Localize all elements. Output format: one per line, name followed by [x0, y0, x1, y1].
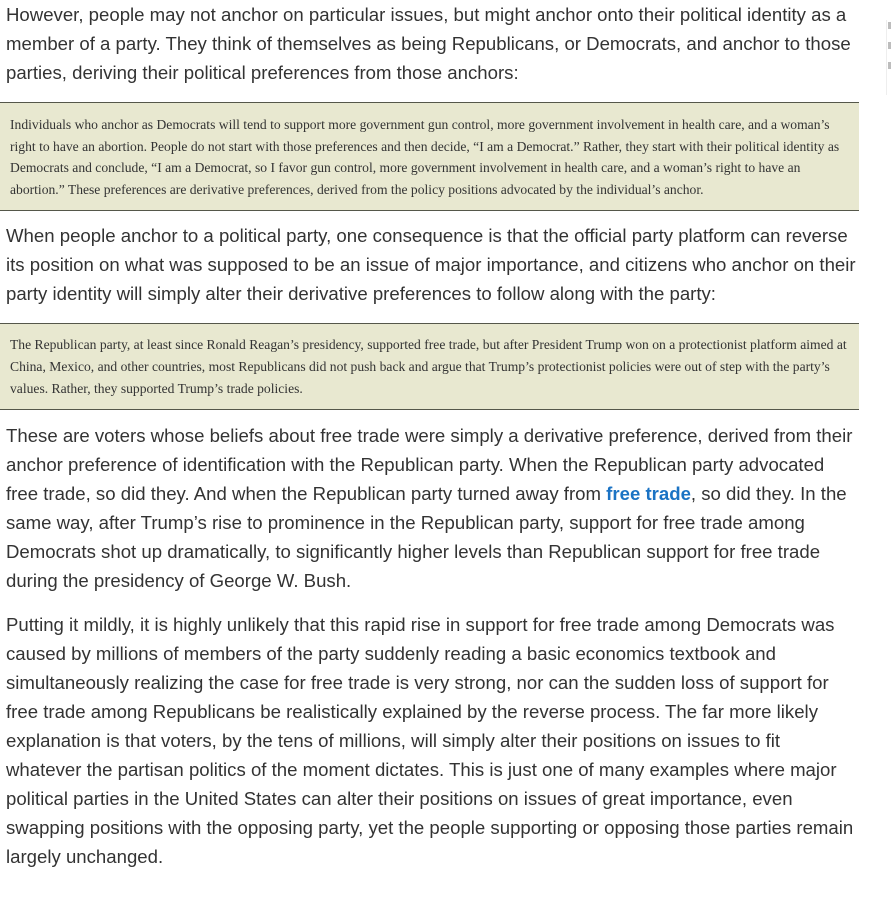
article-body — [6, 0, 859, 871]
blockquote-republicans-text: The Republican party, at least since Ronald Reagan’s presidency, supported free trade, but after President Trump won on a protectionist platform aimed at China, Mexico, and other countries, most Republicans did not push back and argue that Trump’s protectionist policies were out of step with the party’s values. Rather, they supported Trump’s trade policies. — [10, 337, 847, 396]
blockquote-democrats-text: Individuals who anchor as Democrats will tend to support more government gun control, more government involvement in health care, and a woman’s right to have an abortion. People do not start with those preferences and then decide, “I am a Democrat.” Rather, they start with their political identity as Democrats and conclude, “I am a Democrat, so I favor gun control, more government involvement in health care, and a woman’s right to have an abortion.” These preferences are derivative preferences, derived from the policy positions advocated by the individual’s anchor. — [10, 117, 840, 197]
intro-paragraph: However, people may not anchor on particular issues, but might anchor onto their political identity as a member of a party. They think of themselves as being Republicans, or Democrats, and anchor to those parties, deriving their political preferences from those anchors: — [6, 4, 851, 83]
right-edge-sidebar-fragment — [886, 20, 891, 95]
free-trade-paragraph-text-start: These are voters whose beliefs about free trade were simply a derivative preference, derived from their anchor preference of identification with the Republican party. When the Republican party advocated free trade, so did they. And when the Republican party turned away from — [6, 425, 853, 505]
blockquote-democrats — [0, 102, 859, 211]
free-trade-link[interactable]: free trade — [606, 483, 691, 505]
party-anchor-paragraph: When people anchor to a political party, one consequence is that the official party platform can reverse its position on what was supposed to be an issue of major importance, and citizens who anchor on their party identity will simply alter their derivative preferences to follow along with the party: — [6, 225, 856, 305]
free-trade-paragraph — [6, 421, 859, 595]
conclusion-paragraph: Putting it mildly, it is highly unlikely that this rapid rise in support for free trade among Democrats was caused by millions of members of the party suddenly reading a basic economics textbook and simultaneously realizing the case for free trade is very strong, nor can the sudden loss of support for free trade among Republicans be realistically explained by the reverse process. The far more likely explanation is that voters, by the tens of millions, will simply alter their positions on issues to fit whatever the partisan politics of the moment dictates. This is just one of many examples where major political parties in the United States can alter their positions on issues of great importance, even swapping positions with the opposing party, yet the people supporting or opposing those parties remain largely unchanged. — [6, 614, 854, 868]
free-trade-paragraph-text-end: , so did they. In the same way, after Trump’s rise to prominence in the Republican party, support for free trade among Democrats shot up dramatically, to significantly higher levels than Republican support for free trade during the presidency of George W. Bush. — [6, 483, 847, 592]
blockquote-republicans — [0, 323, 859, 410]
